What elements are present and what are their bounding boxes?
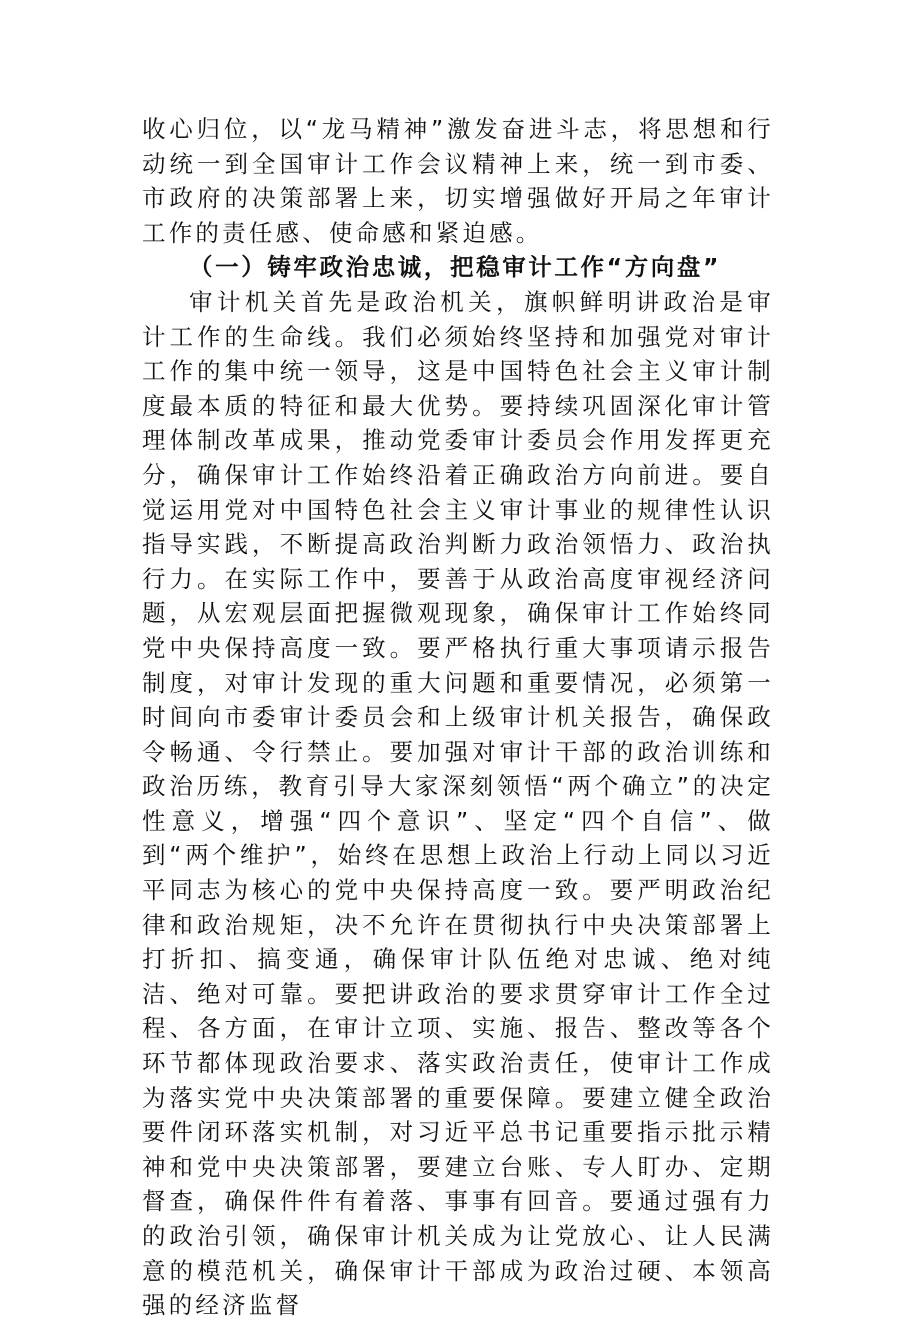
intro-continuation-paragraph: 收心归位，以“龙马精神”激发奋进斗志，将思想和行动统一到全国审计工作会议精神上来，统一到市委、市政府的决策部署上来，切实增强做好开局之年审计工作的责任感、使命感和紧迫感。 bbox=[142, 115, 774, 247]
section-heading: （一）铸牢政治忠诚，把稳审计工作“方向盘” bbox=[189, 253, 721, 282]
document-body bbox=[142, 112, 774, 1323]
section-body-paragraph: 审计机关首先是政治机关，旗帜鲜明讲政治是审计工作的生命线。我们必须始终坚持和加强党对审计工作的集中统一领导，这是中国特色社会主义审计制度最本质的特征和最大优势。要持续巩固深化审计管理体制改革成果，推动党委审计委员会作用发挥更充分，确保审计工作始终沿着正确政治方向前进。要自觉运用党对中国特色社会主义审计事业的规律性认识指导实践，不断提高政治判断力政治领悟力、政治执行力。在实际工作中，要善于从政治高度审视经济问题，从宏观层面把握微观现象，确保审计工作始终同党中央保持高度一致。要严格执行重大事项请示报告制度，对审计发现的重大问题和重要情况，必须第一时间向市委审计委员会和上级审计机关报告，确保政令畅通、令行禁止。要加强对审计干部的政治训练和政治历练，教育引导大家深刻领悟“两个确立”的决定性意义，增强“四个意识”、坚定“四个自信”、做到“两个维护”，始终在思想上政治上行动上同以习近平同志为核心的党中央保持高度一致。要严明政治纪律和政治规矩，决不允许在贯彻执行中央决策部署上打折扣、搞变通，确保审计队伍绝对忠诚、绝对纯洁、绝对可靠。要把讲政治的要求贯穿审计工作全过程、各方面，在审计立项、实施、报告、整改等各个环节都体现政治要求、落实政治责任，使审计工作成为落实党中央决策部署的重要保障。要建立健全政治要件闭环落实机制，对习近平总书记重要指示批示精神和党中央决策部署，要建立台账、专人盯办、定期督查，确保件件有着落、事事有回音。要通过强有力的政治引领，确保审计机关成为让党放心、让人民满意的模范机关，确保审计干部成为政治过硬、本领高强的经济监督 bbox=[142, 287, 774, 1320]
